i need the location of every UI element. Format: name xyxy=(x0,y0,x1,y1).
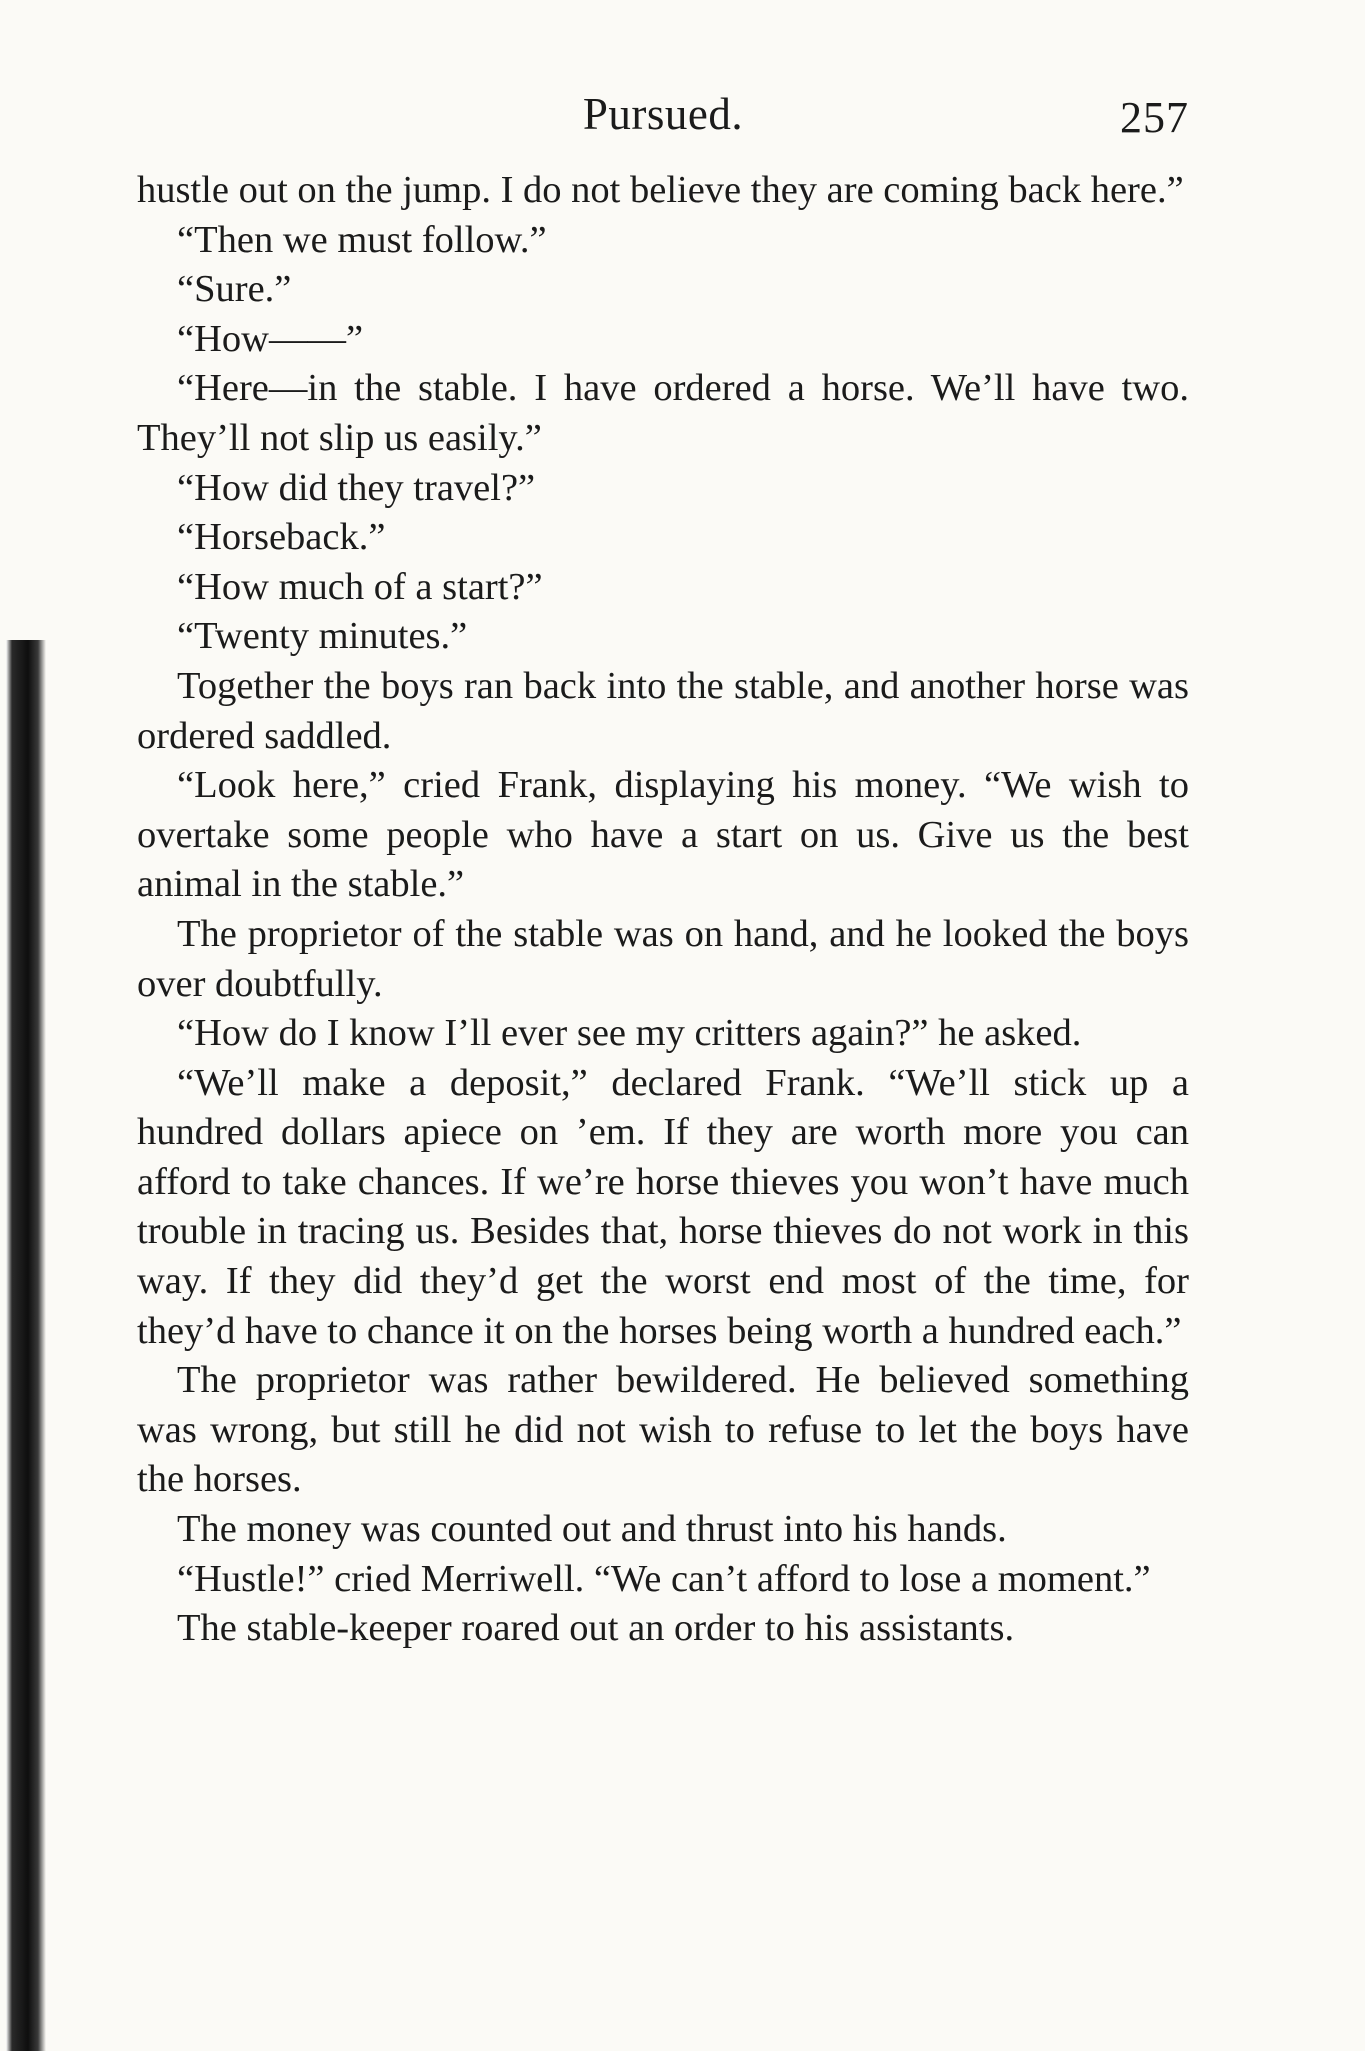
paragraph: “Look here,” cried Frank, displaying his money. “We wish to overtake some people who have a start on us. Give us the best animal in the stable.” xyxy=(137,764,1189,906)
paragraph: “Sure.” xyxy=(177,268,292,311)
body-text xyxy=(137,166,1189,1654)
binding-edge-shadow xyxy=(6,640,46,2051)
paragraph: The proprietor of the stable was on hand, and he looked the boys over doubtfully. xyxy=(137,912,1189,1005)
page-number: 257 xyxy=(1120,93,1189,142)
paragraph: “How much of a start?” xyxy=(177,565,543,608)
paragraph: “Twenty minutes.” xyxy=(177,615,468,658)
paragraph: “How——” xyxy=(177,317,364,360)
running-head xyxy=(137,88,1189,148)
running-title: Pursued. xyxy=(582,89,744,139)
paragraph: “How do I know I’ll ever see my critters again?” he asked. xyxy=(177,1012,1082,1055)
book-page xyxy=(137,88,1189,1654)
paragraph: “Then we must follow.” xyxy=(177,218,547,261)
paragraph: “Hustle!” cried Merriwell. “We can’t afford to lose a moment.” xyxy=(177,1557,1151,1600)
paragraph: “Here—in the stable. I have ordered a horse. We’ll have two. They’ll not slip us easily.” xyxy=(137,367,1189,459)
paragraph: Together the boys ran back into the stable, and another horse was ordered saddled. xyxy=(137,664,1189,757)
paragraph: “How did they travel?” xyxy=(177,466,536,509)
paragraph: “Horseback.” xyxy=(177,516,386,559)
paragraph: hustle out on the jump. I do not believe they are coming back here.” xyxy=(137,169,1184,211)
paragraph: The proprietor was rather bewildered. He believed something was wrong, but still he did not wish to refuse to let the boys have the horses. xyxy=(137,1359,1189,1501)
paragraph: The money was counted out and thrust into his hands. xyxy=(177,1508,1007,1551)
paragraph: The stable-keeper roared out an order to his assistants. xyxy=(177,1607,1015,1650)
paragraph: “We’ll make a deposit,” declared Frank. “We’ll stick up a hundred dollars apiece on ’em. If they are worth more you can afford to take chances. If we’re horse thieves you won’t have much trouble in tracing us. Besides that, horse thieves do not work in this way. If they did they’d get the worst end most of the time, for they’d have to chance it on the horses being worth a hundred each.” xyxy=(137,1061,1189,1352)
